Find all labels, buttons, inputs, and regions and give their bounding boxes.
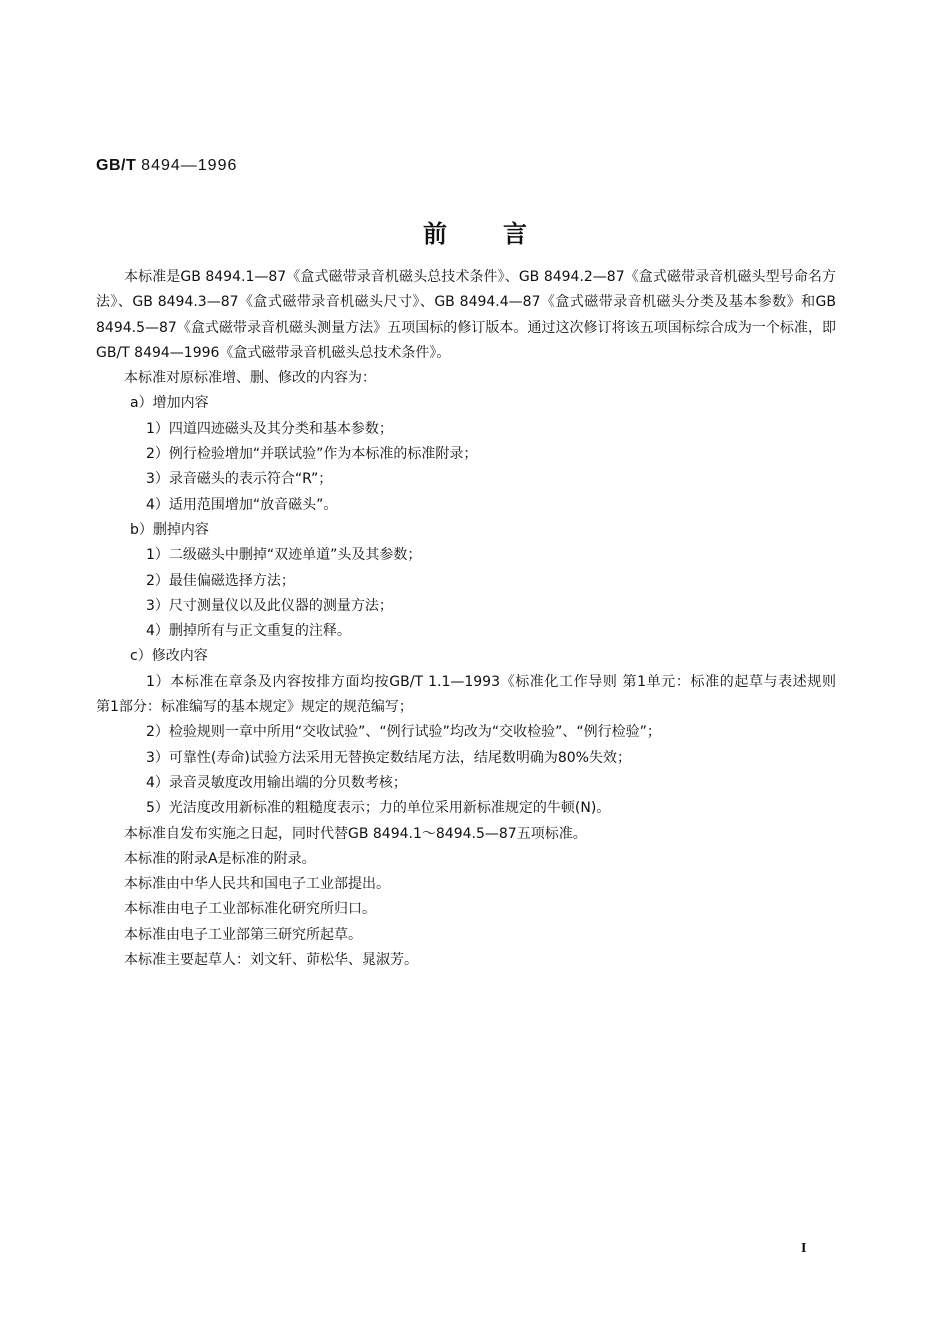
appendix-statement: 本标准的附录A是标准的附录。 [124, 850, 316, 867]
standard-number: 8494—1996 [141, 157, 238, 174]
standard-prefix: GB/T [96, 157, 137, 174]
section-a-heading: a）增加内容 [130, 395, 209, 412]
list-item-c5: 5）光洁度改用新标准的粗糙度表示；力的单位采用新标准规定的牛顿(N)。 [146, 800, 611, 817]
list-item-c1: 1）本标准在章条及内容按排方面均按GB/T 1.1—1993《标准化工作导则 第1单元：标准的起草与表述规则 第1部分：标准编写的基本规定》规定的规范编写； [96, 673, 850, 716]
list-item-c2: 2）检验规则一章中所用“交收试验”、“例行试验”均改为“交收检验”、“例行检验”； [146, 724, 661, 741]
list-item-a1: 1）四道四迹磁头及其分类和基本参数； [146, 420, 393, 437]
page-number: I [801, 1241, 807, 1256]
list-item-c3: 3）可靠性(寿命)试验方法采用无替换定数结尾方法，结尾数明确为80%失效； [146, 749, 631, 766]
list-item-b3: 3）尺寸测量仪以及此仪器的测量方法； [146, 597, 393, 614]
section-b-heading: b）删掉内容 [130, 521, 209, 538]
list-item-a4: 4）适用范围增加“放音磁头”。 [146, 496, 338, 513]
foreword-body [96, 265, 850, 973]
intro-paragraph: 本标准是GB 8494.1—87《盒式磁带录音机磁头总技术条件》、GB 8494.2—87《盒式磁带录音机磁头型号命名方法》、GB 8494.3—87《盒式磁带录音机磁头尺寸》、GB 8494.4—87《盒式磁带录音机磁头分类及基本参数》和GB 8494.5—87《盒式磁带录音机磁头测量方法》五项国标的修订版本。通过这次修订将该五项国标综合成为一个标准，即GB/T 8494—1996《盒式磁带录音机磁头总技术条件》。 [96, 269, 836, 361]
standard-code [96, 157, 237, 175]
page-title: 前言 [423, 220, 583, 248]
list-item-a3: 3）录音磁头的表示符合“R”； [146, 471, 333, 488]
drafters-statement: 本标准主要起草人：刘文轩、茆松华、晁淑芳。 [124, 952, 418, 969]
drafter-org-statement: 本标准由电子工业部第三研究所起草。 [124, 926, 362, 943]
list-item-b1: 1）二级磁头中删掉“双迹单道”头及其参数； [146, 547, 422, 564]
list-item-b4: 4）删掉所有与正文重复的注释。 [146, 623, 351, 640]
section-c-heading: c）修改内容 [130, 648, 208, 665]
proposer-statement: 本标准由中华人民共和国电子工业部提出。 [124, 876, 390, 893]
list-item-b2: 2）最佳偏磁选择方法； [146, 572, 295, 589]
list-item-a2: 2）例行检验增加“并联试验”作为本标准的标准附录； [146, 446, 478, 463]
changes-lead: 本标准对原标准增、删、修改的内容为： [124, 370, 376, 387]
replacement-statement: 本标准自发布实施之日起，同时代替GB 8494.1～8494.5—87五项标准。 [124, 825, 587, 842]
management-statement: 本标准由电子工业部标准化研究所归口。 [124, 901, 376, 918]
list-item-c4: 4）录音灵敏度改用输出端的分贝数考核； [146, 774, 407, 791]
